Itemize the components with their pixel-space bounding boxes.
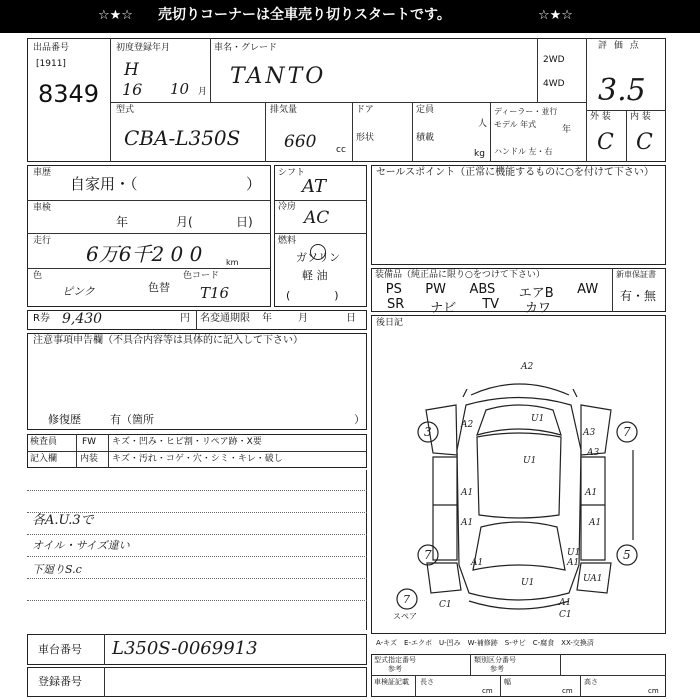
inspect-year: 年 [116,215,129,229]
mark-right-side: A3 [587,448,600,458]
ext-grade: C [597,130,614,155]
type-label: 型式指定番号 [374,656,416,664]
shift-value: AT [302,176,327,197]
banner-stars-right: ☆★☆ [538,8,573,23]
equip-leather: カワ [524,301,551,316]
tire-lr-value: 7 [424,548,432,562]
registration-label: 登録番号 [38,675,82,688]
mark-rear-corner: UA1 [583,574,603,584]
history-label: 車歴 [33,168,52,178]
equip-aw: AW [577,282,599,297]
mark-left-front: A2 [461,420,474,430]
size-label: 車検証記載 [374,678,409,686]
reg-year: 16 [122,80,143,99]
deadline-month: 月 [298,313,308,324]
equipment-label: 装備品（純正品に限り○をつけて下さい） [375,270,545,280]
disp-label: 排気量 [270,105,298,115]
score-label: 評 価 点 [598,41,641,51]
banner-text: 売切りコーナーは全車売り切りスタートです。 [158,7,451,23]
sales-point-block [371,165,666,265]
tire-rf-value: 7 [623,425,631,439]
class-ref: 参考 [490,665,504,673]
color-change-label: 色替 [148,281,170,294]
lot-number: 8349 [38,80,100,108]
ac-label: 冷房 [278,202,297,212]
title-banner [0,0,700,33]
fuel-diesel: 軽 油 [302,269,328,282]
repair-close: ） [354,413,365,426]
mark-roof: U1 [523,456,537,466]
handle-label: ハンドル 左・右 [494,147,553,156]
history-value: 自家用・（ [70,175,138,193]
mark-c1-left: C1 [439,600,452,610]
equip-sr: SR [386,297,405,312]
history-close: ） [246,175,262,193]
height-label: 高さ [584,678,598,686]
score-value: 3.5 [598,73,646,108]
mark-top: A2 [521,362,534,372]
mileage-label: 走行 [33,236,52,246]
fuel-value: ガソリン [296,251,340,264]
equip-tv: TV [482,297,500,312]
inspector-label: 検査員 [30,437,58,447]
int-label: 内 装 [630,112,651,122]
new-car-value: 有・無 [620,289,657,303]
inspect-month: 月( [176,215,193,229]
mark-right-door2: A1 [589,518,602,528]
reg-month: 10 [170,80,190,98]
equipment-row2 [374,297,564,316]
tire-rr-value: 5 [623,548,631,562]
load-label: 積載 [416,133,435,143]
deadline-year: 年 [262,313,272,324]
new-car-label: 新車保証書 [616,270,656,279]
2wd-label: 2WD [543,55,565,65]
header-block [27,38,666,162]
mark-left-rear: A1 [471,558,484,568]
fuel-other: ( ) [286,289,339,302]
height-unit: cm [648,687,659,695]
length-label: 長さ [420,678,434,686]
mark-right-quarter: U1 [567,548,581,558]
name-label: 車名・グレード [214,43,278,53]
recycle-unit: 円 [180,313,190,324]
length-unit: cm [482,687,493,695]
mark-c1-right: C1 [559,610,572,620]
mark-right-rear: A1 [567,558,580,568]
mark-rear-hatch: U1 [521,578,535,588]
rear-window [473,522,565,570]
notes-label: 注意事項申告欄（不具合内容等は具体的に記入して下さい） [33,335,303,346]
equip-ps: PS [385,282,402,297]
disp-value: 660 [284,132,317,152]
mark-left-door1: A1 [461,488,474,498]
mark-rear-bumper: A1 [559,598,572,608]
load-unit: kg [474,149,485,159]
4wd-label: 4WD [543,79,565,89]
color-code-value: T16 [200,284,230,302]
car-name: TANTO [230,64,327,89]
model-value: CBA-L350S [124,126,241,150]
fw-label: FW [82,437,97,447]
recycle-value: 9,430 [62,311,103,327]
deadline-day: 日 [346,313,356,324]
roof [477,433,561,518]
width-label: 幅 [504,678,511,686]
color-code-label: 色コード [183,271,220,281]
spare-label: スペア [393,612,417,621]
reg-month-unit: 月 [198,87,208,97]
type-ref: 参考 [388,665,402,673]
rear-bumper [469,601,569,609]
reg-era: H [124,60,139,80]
mileage-value: 6万6千2 0 0 [86,242,203,266]
windshield [477,405,561,435]
ext-label: 外 装 [590,112,611,122]
memo-line-3: 下廻りS.c [32,563,82,576]
interior-label: 内装 [80,454,99,464]
left-rear-fender [427,563,461,593]
mileage-unit: km [226,258,239,267]
repair-value: 有（箇所 [110,413,154,426]
model-year-label: モデル 年式 [494,120,537,129]
year-unit: 年 [562,125,572,135]
banner-stars-left: ☆★☆ [98,8,133,23]
door-label: ドア [356,105,374,115]
after-label: 後日記 [376,318,404,328]
reg-label: 初度登録年月 [116,43,171,53]
width-unit: cm [562,687,573,695]
car-diagram [371,355,666,625]
inspector-label2: 記入欄 [30,454,58,464]
chassis-number: L350S-0069913 [112,638,258,659]
equip-navi: ナビ [430,301,457,316]
equip-abs: ABS [469,282,496,297]
model-label: 型式 [116,105,135,115]
interior-items: キズ・汚れ・コゲ・穴・シミ・キレ・破し [112,454,283,464]
lot-label: 出品番号 [33,43,70,53]
inspect-label: 車検 [33,203,52,213]
memo-line-1: 各A.U.3で [32,513,94,528]
class-label: 類別区分番号 [474,656,516,664]
front-bumper [471,384,569,395]
deadline-label: 名変通期限 [200,313,250,324]
left-doors [433,457,457,560]
shape-label: 形状 [356,133,375,143]
repair-label: 修復歴 [48,413,81,426]
mark-right-front: A3 [583,428,596,438]
recycle-label: R券 [33,313,50,324]
color-value: ピンク [62,285,95,298]
capacity-label: 定員 [416,105,435,115]
lot-code: [1911] [36,59,66,69]
right-doors [581,457,605,560]
dealer-label: ディーラー・並行 [494,107,558,116]
fuel-label: 燃料 [278,236,297,246]
memo-line-2: オイル・サイズ違い [32,539,130,552]
ac-value: AC [304,208,330,228]
capacity-unit: 人 [478,119,488,129]
spare-value: 7 [403,593,410,606]
disp-unit: cc [336,145,346,155]
equip-airbag: エアB [518,286,554,301]
sales-point-label: セールスポイント（正常に機能するものに○を付けて下さい） [376,167,654,178]
color-label: 色 [33,271,43,281]
tire-lf-value: 3 [424,425,432,439]
mark-left-door2: A1 [461,518,474,528]
shift-label: シフト [278,168,306,178]
fuel-circle [310,244,326,260]
inspect-day: 日) [236,215,253,229]
mark-windshield: U1 [531,414,545,424]
int-grade: C [636,130,653,155]
damage-legend: A-キズ E-エクボ U-凹み W-補修跡 S-サビ C-腐食 XX-交換済 [376,639,594,647]
chassis-label: 車台番号 [38,643,82,656]
equip-pw: PW [425,282,446,297]
mark-right-door1: A1 [585,488,598,498]
fw-items: キズ・凹み・ヒビ割・リペア跡・X要 [112,437,262,447]
